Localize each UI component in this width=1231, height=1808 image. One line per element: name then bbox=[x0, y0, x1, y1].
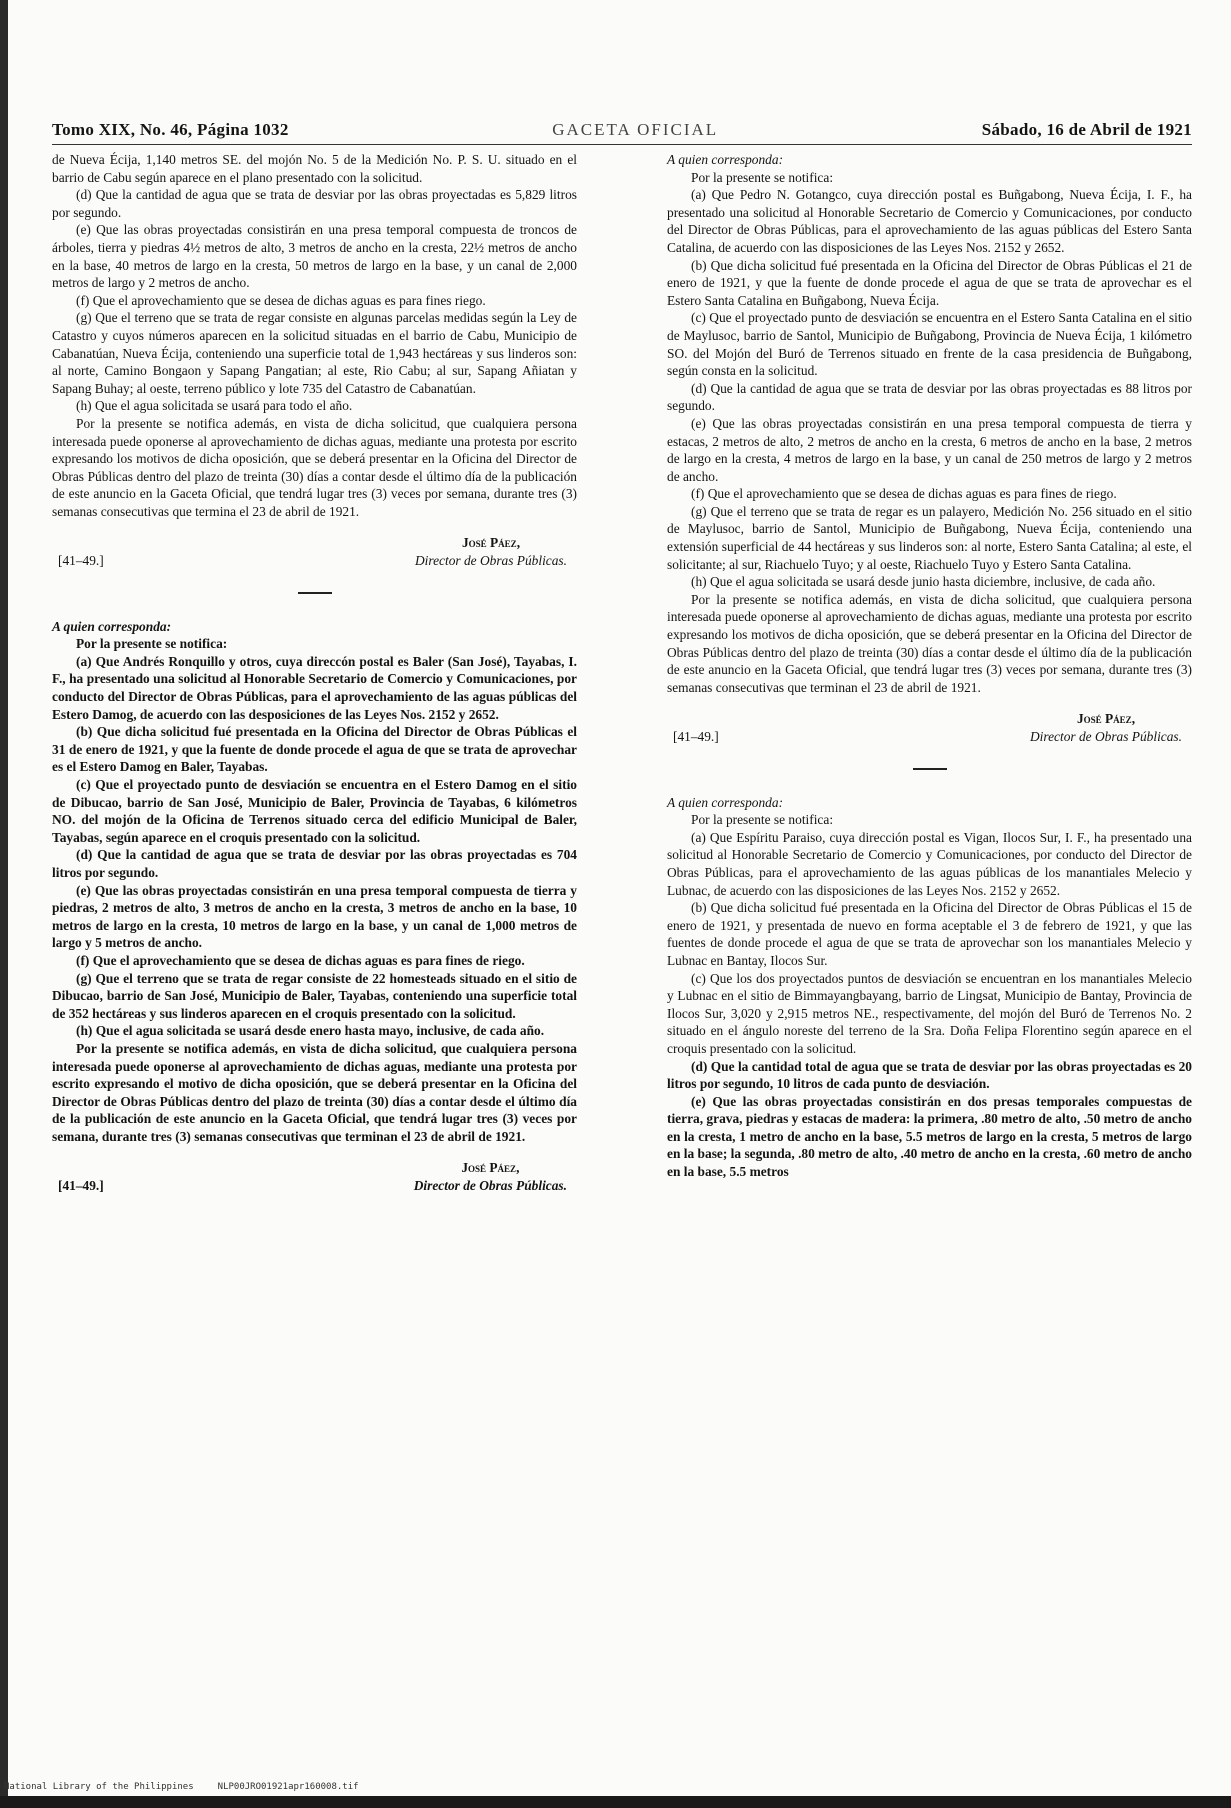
paragraph: (f) Que el aprovechamiento que se desea de dichas aguas es para fines riego. bbox=[76, 292, 486, 308]
footer-file: NLP00JRO01921apr160008.tif bbox=[217, 1782, 359, 1792]
paragraph: (f) Que el aprovechamiento que se desea de dichas aguas es para fines de riego. bbox=[76, 952, 525, 968]
paragraph: (g) Que el terreno que se trata de regar consiste de 22 homesteads situado en el sitio de Dibucao, barrio de San José, Municipio de Baler, Tayabas, conteniendo una superficie total de 352 hectáreas y sus linderos aparecen en el croquis presentado con la solicitud. bbox=[52, 970, 577, 1021]
reference-number: [41–49.] bbox=[58, 1178, 104, 1194]
paragraph: (h) Que el agua solicitada se usará desde enero hasta mayo, inclusive, de cada año. bbox=[76, 1023, 545, 1039]
paragraph: (e) Que las obras proyectadas consistirán en dos presas temporales compuestas de tierra, grava, piedras y estacas de madera: la primera, .80 metro de alto, .50 metro de ancho en la cresta, 1 metro de ancho en la base, 5.5 metros de largo en la cresta, 5 metros de largo en la base; la segunda, .80 metro de alto, .40 metro de ancho en la cresta, .60 metro de ancho en la base, 5.5 metros bbox=[667, 1093, 1192, 1180]
paragraph: (g) Que el terreno que se trata de regar es un palayero, Medición No. 256 situado en el sitio de Maylusoc, barrio de Santol, Municipio de Buñgabong, Nueva Écija, conteniendo una extensión superficial de 44 hectáreas y sus linderos son: al norte, Estero Santa Catalina; al este, el solicitante; al sur, Riachuelo Tuyo; y al oeste, Riachuelo Tuyo y Estero Santa Catalina. bbox=[667, 503, 1192, 572]
signature bbox=[415, 534, 567, 569]
paragraph: (a) Que Andrés Ronquillo y otros, cuya direccón postal es Baler (San José), Tayabas, I. F., ha presentado una solicitud al Honorable Secretario de Comercio y Comunicaciones, por conducto del Director de Obras Públicas, para el aprovechamiento de las aguas públicas del Estero Damog, de acuerdo con las desposiciones de las Leyes Nos. 2152 y 2652. bbox=[52, 653, 577, 722]
scan-edge-bottom bbox=[0, 1796, 1231, 1808]
paragraph: (c) Que los dos proyectados puntos de desviación se encuentran en los manantiales Melecio y Lubnac en el sitio de Bimmayangbayang, barrio de Lingsat, Municipio de Bantay, Provincia de Ilocos Sur, 3,020 y 2,915 metros NE., respectivamente, del mojón del Buró de Terrenos No. 2 situado en el ángulo noreste del terreno de la Sra. Doña Felipa Florentino según aparece en el croquis presentado con la solicitud. bbox=[667, 970, 1192, 1056]
paragraph: (d) Que la cantidad de agua que se trata de desviar por las obras proyectadas es 704 litros por segundo. bbox=[52, 847, 577, 880]
columns bbox=[52, 151, 1192, 1195]
paragraph: (c) Que el proyectado punto de desviación se encuentra en el Estero Damog en el sitio de Dibucao, barrio de San José, Municipio de Baler, Provincia de Tayabas, 6 kilómetros NO. del mojón de la Oficina de Terrenos situado cerca del edificio Municipal de Baler, Tayabas, según aparece en el croquis presentado con la solicitud. bbox=[52, 777, 577, 845]
signature-row bbox=[52, 534, 577, 569]
notice-intro: Por la presente se notifica: bbox=[691, 169, 834, 185]
signatory-title: Director de Obras Públicas. bbox=[415, 553, 567, 569]
notice-section bbox=[52, 618, 577, 1195]
header-volume: Tomo XIX, No. 46, Página 1032 bbox=[52, 120, 289, 139]
paragraph: Por la presente se notifica además, en vista de dicha solicitud, que cualquiera persona interesada puede oponerse al aprovechamiento de dichas aguas, mediante una protesta por escrito expresando el motivo de dicha oposición, que se deberá presentar en la Oficina del Director de Obras Públicas dentro del plazo de treinta (30) días a contar desde el último día de la publicación de este anuncio en la Gaceta Oficial, que tendrá lugar tres (3) veces por semana, durante tres (3) semanas consecutivas que terminan el 23 de abril de 1921. bbox=[52, 1040, 577, 1144]
notice-intro: Por la presente se notifica: bbox=[76, 636, 228, 652]
notice-intro: Por la presente se notifica: bbox=[691, 812, 834, 828]
notice-heading: A quien corresponda: bbox=[52, 618, 172, 634]
paragraph: (c) Que el proyectado punto de desviación se encuentra en el Estero Santa Catalina en el sitio de Maylusoc, barrio de Santol, Municipio de Buñgabong, Provincia de Nueva Écija, 1 kilómetro SO. del Mojón del Buró de Terrenos situado en frente de la casa presidencia de Buñgabong, según consta en la solicitud. bbox=[667, 310, 1192, 379]
paragraph: (a) Que Espíritu Paraiso, cuya dirección postal es Vigan, Ilocos Sur, I. F., ha presentado una solicitud al Honorable Secretario de Comercio y Comunicaciones, por conducto del Director de Obras Públicas, para el aprovechamiento de las aguas públicas de los manantiales Melecio y Lubnac, de acuerdo con las disposiciones de las Leyes Nos. 2152 y 2652. bbox=[667, 829, 1192, 898]
header-title: GACETA OFICIAL bbox=[552, 120, 719, 139]
paragraph: (b) Que dicha solicitud fué presentada en la Oficina del Director de Obras Públicas el 21 de enero de 1921, y que la fuente de donde procede el agua de que se trata de aprovechar es el Estero Santa Catalina en Buñgabong, Nueva Écija. bbox=[667, 257, 1192, 308]
paragraph: (b) Que dicha solicitud fué presentada en la Oficina del Director de Obras Públicas el 31 de enero de 1921, y que la fuente de donde procede el agua de que se trata de aprovechar es el Estero Damog en Baler, Tayabas. bbox=[52, 724, 577, 775]
paragraph: (d) Que la cantidad de agua que se trata de desviar por las obras proyectadas es 5,829 litros por segundo. bbox=[52, 187, 577, 220]
paragraph: de Nueva Écija, 1,140 metros SE. del mojón No. 5 de la Medición No. P. S. U. situado en el barrio de Cabu según aparece en el plano presentado con la solicitud. bbox=[52, 152, 577, 185]
paragraph: (d) Que la cantidad total de agua que se trata de desviar por las obras proyectadas es 20 litros por segundo, 10 litros de cada punto de desviación. bbox=[667, 1058, 1192, 1092]
paragraph: (b) Que dicha solicitud fué presentada en la Oficina del Director de Obras Públicas el 15 de enero de 1921, y presentada de nuevo en forma aceptable el 3 de febrero de 1921, y que las fuentes de donde procede el agua de que se trata de aprovechar son los manantiales Melecio y Lubnac en Bantay, Ilocos Sur. bbox=[667, 900, 1192, 968]
paragraph: (g) Que el terreno que se trata de regar consiste en algunas parcelas medidas según la Ley de Catastro y cuyos números aparecen en la solicitud situadas en el barrio de Cabu, Municipio de Cabanatúan, Nueva Écija, conteniendo una superficie total de 1,943 hectáreas y sus linderos son: al norte, Camino Bongaon y Sapang Pangatian; al este, Rio Cabu; al sur, Sapang Añiatan y Sapang Buhay; al oeste, terreno público y lote 735 del Catastro de Cabanatúan. bbox=[52, 310, 577, 396]
right-column bbox=[667, 151, 1192, 1195]
paragraph: (e) Que las obras proyectadas consistirán en una presa temporal compuesta de troncos de árboles, tierra y piedras 4½ metros de alto, 3 metros de ancho en la cresta, 22½ metros de ancho en la base, 40 metros de largo en la cresta, 50 metros de largo en la base, y un canal de 2,000 metros de largo y 2 metros de ancho. bbox=[52, 222, 577, 291]
signatory-name: José Páez, bbox=[461, 535, 521, 551]
left-column bbox=[52, 151, 577, 1195]
header-date: Sábado, 16 de Abril de 1921 bbox=[981, 120, 1192, 139]
paragraph: Por la presente se notifica además, en vista de dicha solicitud, que cualquiera persona interesada puede oponerse al aprovechamiento de dichas aguas, mediante una protesta por escrito expresando los motivos de dicha oposición, que se deberá presentar en la Oficina del Director de Obras Públicas dentro del plazo de treinta (30) días a contar desde el último día de la publicación de este anuncio en la Gaceta Oficial, que tendrá lugar tres (3) veces por semana, durante tres (3) semanas consecutivas que termina el 23 de abril de 1921. bbox=[52, 415, 577, 519]
reference-number: [41–49.] bbox=[58, 553, 104, 569]
signatory-name: José Páez, bbox=[461, 1160, 520, 1176]
paragraph: (h) Que el agua solicitada se usará desde junio hasta diciembre, inclusive, de cada año. bbox=[691, 574, 1156, 590]
signatory-title: Director de Obras Públicas. bbox=[1030, 729, 1182, 744]
footer-source: National Library of the Philippines bbox=[4, 1782, 194, 1792]
paragraph: Por la presente se notifica además, en vista de dicha solicitud, que cualquiera persona interesada puede oponerse al aprovechamiento de dichas aguas, mediante una protesta por escrito expresando los motivos de dicha oposición, que se deberá presentar en la Oficina del Director de Obras Públicas dentro del plazo de treinta (30) días a contar desde el último día de la publicación de este anuncio en la Gaceta Oficial, que tendrá lugar tres (3) veces por semana, durante tres (3) semanas consecutivas que terminan el 23 de abril de 1921. bbox=[667, 591, 1192, 695]
scan-edge bbox=[0, 0, 8, 1808]
notice-heading: A quien corresponda: bbox=[667, 152, 784, 167]
signatory-title: Director de Obras Públicas. bbox=[413, 1178, 567, 1194]
scan-footer bbox=[4, 1782, 359, 1792]
section-divider bbox=[913, 768, 947, 770]
signature-row bbox=[667, 710, 1192, 745]
signature bbox=[1030, 710, 1182, 745]
paragraph: (f) Que el aprovechamiento que se desea de dichas aguas es para fines de riego. bbox=[691, 486, 1117, 502]
paragraph: (e) Que las obras proyectadas consistirán en una presa temporal compuesta de tierra y estacas, 2 metros de alto, 2 metros de ancho en la cresta, 6 metros de ancho en la base, 2 metros de largo en la cresta, 4 metros de largo en la base, y un canal de 250 metros de largo y 2 metros de ancho. bbox=[667, 415, 1192, 484]
signature bbox=[414, 1159, 567, 1194]
section-divider bbox=[298, 592, 332, 594]
signatory-name: José Páez, bbox=[1076, 711, 1136, 727]
paragraph: (h) Que el agua solicitada se usará para todo el año. bbox=[76, 398, 353, 414]
gazette-page bbox=[52, 120, 1192, 1770]
reference-number: [41–49.] bbox=[673, 729, 719, 744]
page-header bbox=[52, 120, 1192, 145]
signature-row bbox=[52, 1159, 577, 1194]
paragraph: (e) Que las obras proyectadas consistirán en una presa temporal compuesta de tierra y piedras, 2 metros de alto, 3 metros de ancho en la cresta, 3 metros de ancho en la base, 10 metros de largo en la cresta, 10 metros de largo en la base, y un canal de 1,000 metros de largo y 5 metros de ancho. bbox=[52, 882, 577, 951]
paragraph: (a) Que Pedro N. Gotangco, cuya dirección postal es Buñgabong, Nueva Écija, I. F., ha presentado una solicitud al Honorable Secretario de Comercio y Comunicaciones, por conducto del Director de Obras Públicas, para el aprovechamiento de las aguas públicas del Estero Santa Catalina, de acuerdo con las disposiciones de las Leyes Nos. 2152 y 2652. bbox=[667, 187, 1192, 255]
notice-heading: A quien corresponda: bbox=[667, 794, 784, 810]
paragraph: (d) Que la cantidad de agua que se trata de desviar por las obras proyectadas es 88 litros por segundo. bbox=[667, 380, 1192, 414]
